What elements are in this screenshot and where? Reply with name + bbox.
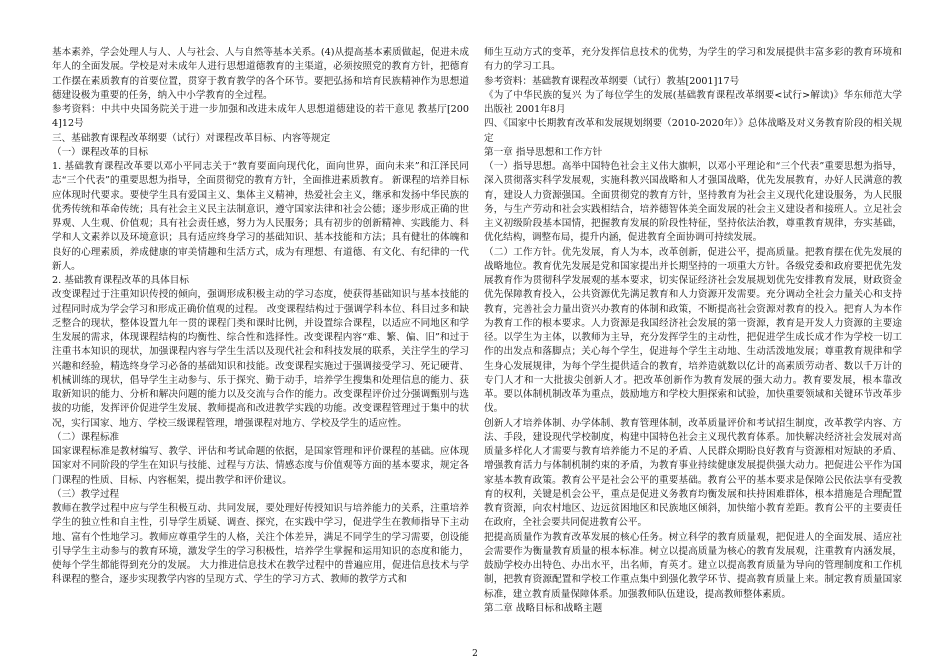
subsection-heading: （二）课程标准 (52, 431, 120, 443)
subsection-heading: （一）课程改革的目标 (52, 146, 148, 158)
paragraph: 师生互动方式的变革，充分发挥信息技术的优势，为学生的学习和发展提供丰富多彩的教育环境和有力的学习工具。 (484, 47, 902, 73)
paragraph: 教师在教学过程中应与学生积极互动、共同发展，要处理好传授知识与培养能力的关系，注重培养学生的独立性和自主性，引导学生质疑、调查、探究，在实践中学习，促进学生在教师指导下主动地、富有个性地学习。教师应尊重学生的人格，关注个体差异，满足不同学生的学习需要，创设能引导学生主动参与的教育环境，激发学生的学习积极性，培养学生掌握和运用知识的态度和能力，使每个学生都能得到充分的发展。 大力推进信息技术在教学过程中的普遍应用，促进信息技术与学科课程的整合，逐步实现教学内容的呈现方式、学生的学习方式、教师的教学方式和 (52, 503, 469, 586)
chapter-heading: 第二章 战略目标和战略主题 (484, 602, 603, 614)
paragraph: （二）工作方针。优先发展，育人为本，改革创新，促进公平，提高质量。把教育摆在优先发展的战略地位。教育优先发展是党和国家提出并长期坚持的一项重大方针。各级党委和政府要把优先发展教育作为贯彻科学发展观的基本要求，切实保证经济社会发展规划优先安排教育发展，财政资金优先保障教育投入，公共资源优先满足教育和人力资源开发需要。充分调动全社会力量关心和支持教育，完善社会力量出资兴办教育的体制和政策，不断提高社会资源对教育的投入。把育人为本作为教育工作的根本要求。人力资源是我国经济社会发展的第一资源，教育是开发人力资源的主要途径。以学生为主体，以教师为主导，充分发挥学生的主动性，把促进学生成长成才作为学校一切工作的出发点和落脚点；关心每个学生，促进每个学生主动地、生动活泼地发展；尊重教育规律和学生身心发展规律，为每个学生提供适合的教育，培养造就数以亿计的高素质劳动者、数以千万计的专门人才和一大批拔尖创新人才。把改革创新作为教育发展的强大动力。教育要发展，根本靠改革。要以体制机制改革为重点，鼓励地方和学校大胆探索和试验，加快重要领域和关键环节改革步伐。 (484, 246, 902, 415)
paragraph: 把提高质量作为教育改革发展的核心任务。树立科学的教育质量观，把促进人的全面发展、适应社会需要作为衡量教育质量的根本标准。树立以提高质量为核心的教育发展观，注重教育内涵发展，鼓励学校办出特色、办出水平，出名师，育英才。建立以提高教育质量为导向的管理制度和工作机制，把教育资源配置和学校工作重点集中到强化教学环节、提高教育质量上来。制定教育质量国家标准，建立教育质量保障体系。加强教师队伍建设，提高教师整体素质。 (484, 531, 902, 600)
paragraph: 国家课程标准是教材编写、教学、评估和考试命题的依据，是国家管理和评价课程的基础。应体现国家对不同阶段的学生在知识与技能、过程与方法、情感态度与价值观等方面的基本要求，规定各门课程的性质、目标、内容框架，提出教学和评价建议。 (52, 446, 469, 486)
right-column (484, 46, 902, 616)
left-column (52, 46, 469, 588)
paragraph: 基本素养，学会处理人与人、人与社会、人与自然等基本关系。(4)从提高基本素质做起，促进未成年人的全面发展。学校是对未成年人进行思想道德教育的主渠道，必须按照党的教育方针，把德育工作摆在素质教育的首要位置，贯穿于教育教学的各个环节。要把弘扬和培育民族精神作为思想道德建设极为重要的任务，纳入中小学教育的全过程。 (52, 47, 469, 101)
paragraph: 改变课程过于注重知识传授的倾向，强调形成积极主动的学习态度，使获得基础知识与基本技能的过程同时成为学会学习和形成正确价值观的过程。 改变课程结构过于强调学科本位、科目过多和缺乏整合的现状，整体设置九年一贯的课程门类和课时比例，并设置综合课程，以适应不同地区和学生发展的需求，体现课程结构的均衡性、综合性和选择性。改变课程内容“难、繁、偏、旧”和过于注重书本知识的现状，加强课程内容与学生生活以及现代社会和科技发展的联系，关注学生的学习兴趣和经验，精选终身学习必备的基础知识和技能。改变课程实施过于强调接受学习、死记硬背、机械训练的现状，倡导学生主动参与、乐于探究、勤于动手，培养学生搜集和处理信息的能力、获取新知识的能力、分析和解决问题的能力以及交流与合作的能力。改变课程评价过分强调甄别与选拔的功能，发挥评价促进学生发展、教师提高和改进教学实践的功能。改变课程管理过于集中的状况，实行国家、地方、学校三级课程管理，增强课程对地方、学校及学生的适应性。 (52, 289, 469, 429)
reference-note: 参考资料：中共中央国务院关于进一步加强和改进未成年人思想道德建设的若干意见 教基厅[2004]12号 (52, 104, 469, 130)
subsection-heading: （三）教学过程 (52, 488, 120, 500)
section-heading: 四、《国家中长期教育改革和发展规划纲要（2010-2020年）》总体战略及对义务教育阶段的相关规定 (484, 118, 902, 144)
reference-note: 参考资料：基础教育课程改革纲要（试行）教基[2001]17号 (484, 75, 740, 87)
page-number: 2 (472, 649, 478, 659)
paragraph: 创新人才培养体制、办学体制、教育管理体制，改革质量评价和考试招生制度，改革教学内容、方法、手段，建设现代学校制度，构建中国特色社会主义现代教育体系。加快解决经济社会发展对高质量多样化人才需要与教育培养能力不足的矛盾、人民群众期盼良好教育与资源相对短缺的矛盾、增强教育活力与体制机制约束的矛盾，为教育事业持续健康发展提供强大动力。把促进公平作为国家基本教育政策。教育公平是社会公平的重要基础。教育公平的基本要求是保障公民依法享有受教育的权利，关键是机会公平，重点是促进义务教育均衡发展和扶持困难群体，根本措施是合理配置教育资源，向农村地区、边远贫困地区和民族地区倾斜，加快缩小教育差距。教育公平的主要责任在政府，全社会要共同促进教育公平。 (484, 417, 902, 529)
subsection-heading: 2. 基础教育课程改革的具体目标 (52, 275, 189, 286)
paragraph: （一）指导思想。高举中国特色社会主义伟大旗帜，以邓小平理论和“三个代表”重要思想为指导，深入贯彻落实科学发展观，实施科教兴国战略和人才强国战略，优先发展教育，办好人民满意的教育，建设人力资源强国。全面贯彻党的教育方针，坚持教育为社会主义现代化建设服务，为人民服务，与生产劳动和社会实践相结合，培养德智体美全面发展的社会主义建设者和接班人。立足社会主义初级阶段基本国情，把握教育发展的阶段性特征，坚持依法治教，尊重教育规律，夯实基础，优化结构，调整布局，提升内涵，促进教育全面协调可持续发展。 (484, 161, 902, 244)
chapter-heading: 第一章 指导思想和工作方针 (484, 146, 603, 158)
reference-note: 《为了中华民族的复兴 为了每位学生的发展(基础教育课程改革纲要<试行>解读)》华东师范大学出版社 2001年8月 (484, 89, 902, 115)
paragraph: 1. 基础教育课程改革要以邓小平同志关于“教育要面向现代化，面向世界，面向未来”和江泽民同志“三个代表”的重要思想为指导，全面贯彻党的教育方针，全面推进素质教育。 新课程的培养目标应体现时代要求。要使学生具有爱国主义、集体主义精神，热爱社会主义，继承和发扬中华民族的优秀传统和革命传统；具有社会主义民主法制意识，遵守国家法律和社会公德；逐步形成正确的世界观、人生观、价值观；具有社会责任感，努力为人民服务；具有初步的创新精神、实践能力、科学和人文素养以及环境意识；具有适应终身学习的基础知识、基本技能和方法；具有健壮的体魄和良好的心理素质，养成健康的审美情趣和生活方式，成为有理想、有道德、有文化、有纪律的一代新人。 (52, 161, 469, 272)
section-heading: 三、基础教育课程改革纲要（试行）对课程改革目标、内容等规定 (52, 132, 331, 144)
